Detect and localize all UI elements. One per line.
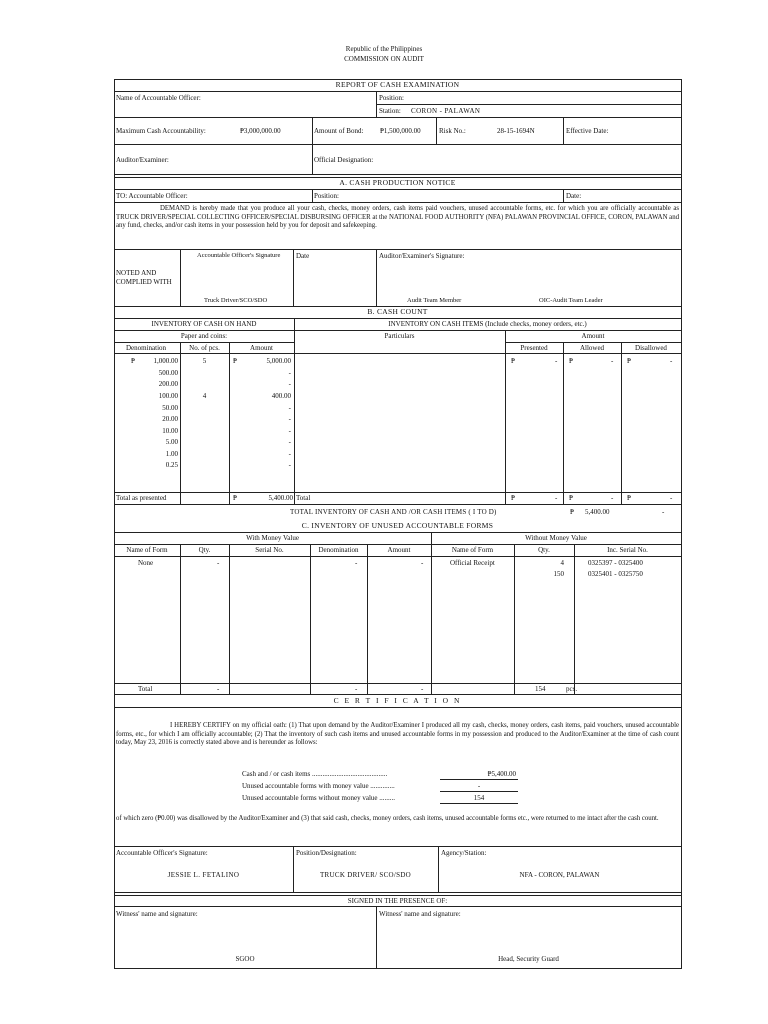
forms-with-value-label: Unused accountable forms with money value .............. [242,782,395,790]
total-inventory-label: TOTAL INVENTORY OF CASH AND /OR CASH ITEMS ( I TO D) [290,508,497,516]
denomination-cell: 10.00 [162,427,178,435]
peso-sign: ₱ [570,508,574,516]
amount-cell: - [288,450,291,458]
forms-total-qty: - [217,685,220,693]
paper-coins-label: Paper and coins: [180,332,228,340]
auditor-signature-label: Auditor/Examiner's Signature: [379,252,465,260]
forms-without-value-label: Unused accountable forms without money value ......... [242,794,395,802]
amount-header-c: Amount [387,546,411,554]
signed-presence-label: SIGNED IN THE PRESENCE OF: [347,897,448,905]
amount-cell: - [288,369,291,377]
bond-label: Amount of Bond: [314,127,364,135]
cash-on-hand-title: INVENTORY OF CASH ON HAND [151,320,257,328]
peso-sign: ₱ [627,357,631,365]
amount-cell: 400.00 [271,392,291,400]
denomination-cell: 500.00 [158,369,178,377]
amount-cell: - [288,415,291,423]
denomination-cell: 1,000.00 [153,357,178,365]
with-money-value-header: With Money Value [246,534,299,542]
section-b-title: B. CASH COUNT [367,307,428,316]
bond-value: ₱1,500,000.00 [380,127,421,135]
amount-cell: - [288,404,291,412]
denomination-cell: 1.00 [165,450,178,458]
a-date-label: Date: [566,192,582,200]
amount-cell: - [288,438,291,446]
form-qty-header-2: Qty. [538,546,550,554]
section-c-title: C. INVENTORY OF UNUSED ACCOUNTABLE FORMS [301,521,494,530]
ao-name: JESSIE L. FETALINO [167,871,240,879]
form-right-border [681,79,682,969]
without-money-value-header: Without Money Value [525,534,587,542]
presented-value: - [555,357,558,365]
amount-cell: - [288,380,291,388]
witness-1-label: Witness' name and signature: [116,910,198,918]
risk-label: Risk No.: [439,127,466,135]
amount-header-items: Amount [581,332,605,340]
amount-cell: 5,000.00 [266,357,291,365]
forms-with-value-value: - [477,782,481,790]
disallowance-paragraph: of which zero (₱0.00) was disallowed by the Auditor/Examiner and (3) that said cash, checks, money orders, cash items, unused accountable forms etc., were returned to me intact after the cash count. [116,815,659,822]
pcs-label: pcs. [566,685,578,693]
denomination-cell: 50.00 [162,404,178,412]
forms-total-qty-2: 154 [535,685,546,693]
denomination-cell: 5.00 [165,438,178,446]
total-disallowed-items: - [670,494,673,502]
witness-2-name: Head, Security Guard [498,955,559,963]
witness-1-name: SGOO [235,955,255,963]
auditor-label: Auditor/Examiner: [116,156,169,164]
report-title: REPORT OF CASH EXAMINATION [335,80,460,89]
ao-signature-block-label: Accountable Officer's Signature: [116,849,208,857]
total-inventory-disallowed: - [662,508,665,516]
presented-header: Presented [520,344,548,352]
denomination-cell: 200.00 [158,380,178,388]
position-label: Position: [379,94,404,102]
forms-total-amount: - [421,685,424,693]
a-position-label: Position: [314,192,339,200]
peso-sign: ₱ [511,494,515,502]
audit-team-member: Audit Team Member [407,297,462,304]
station-label: Station: [379,107,401,115]
form-qty-cell: 150 [553,570,564,578]
forms-without-value-value: 154 [473,794,485,802]
peso-sign: ₱ [627,494,631,502]
total-inventory-value: 5,400.00 [585,508,610,516]
peso-sign: ₱ [233,357,237,365]
agency-heading: COMMISSION ON AUDIT [344,55,424,63]
pcs-cell: 4 [202,392,207,400]
certification-paragraph: I HEREBY CERTIFY on my official oath: (1) That upon demand by the Auditor/Examiner I produced all my cash, checks, money orders, cash items, paid vouchers, unused accountable forms, etc., for which I am officially accountable; (2) That the inventory of such cash items and unused accountable forms in my possession and produced to the Auditor/Examiner at the time of cash count today, May 23, 2016 is correctly stated above and is hereunder as follows: [116,722,679,747]
position-designation-label: Position/Designation: [296,849,357,857]
cash-items-title: INVENTORY ON CASH ITEMS (Include checks, money orders, etc.) [388,320,587,328]
forms-total-label: Total [138,685,153,693]
total-presented-label: Total as presented [116,494,167,502]
form-amount-cell: - [421,559,424,567]
form-qty-header: Qty. [198,546,211,554]
pcs-cell: 5 [202,357,207,365]
total-presented-value: 5,400.00 [268,494,293,502]
serial-range-cell: 0325397 - 0325400 [588,559,643,567]
oic-team-leader: OIC-Audit Team Leader [539,297,603,304]
accountable-officer-label: Name of Accountable Officer: [116,94,201,102]
certification-title: C E R T I F I C A T I O N [333,696,462,705]
serial-range-cell: 0325401 - 0325750 [588,570,643,578]
total-items-label: Total [296,494,311,502]
forms-total-denom: - [355,685,358,693]
agency-value: NFA - CORON, PALAWAN [519,871,600,879]
official-designation-label: Official Designation: [314,156,374,164]
allowed-value: - [611,357,614,365]
denomination-cell: 0.25 [165,461,178,469]
demand-paragraph: DEMAND is hereby made that you produce all your cash, checks, money orders, cash items paid vouchers, unused accountable forms, etc. for which you are officially accountable as TRUCK DRIVER/SPECIAL COLLECTING OFFICER/SPECIAL DISBURSING OFFICER at the NATIONAL FOOD AUTHORITY (NFA) PALAWAN PROVINCIAL OFFICE, CORON, PALAWAN and any fund, checks, and/or cash items in your possession held by you for deposit and safekeeping. [116,205,679,230]
position-value: TRUCK DRIVER/ SCO/SDO [319,871,412,879]
pcs-header: No. of pcs. [189,344,220,352]
to-officer-label: TO: Accountable Officer: [116,192,188,200]
republic-heading: Republic of the Philippines [345,45,423,53]
inc-serial-header: Inc. Serial No. [607,546,648,554]
total-allowed-items: - [611,494,614,502]
witness-2-label: Witness' name and signature: [379,910,461,918]
station-value: CORON - PALAWAN [411,107,481,115]
form-name-header-2: Name of Form [451,546,494,554]
noted-complied-label: NOTED AND COMPLIED WITH [116,269,172,286]
disallowed-value: - [670,357,673,365]
amount-header: Amount [250,344,273,352]
effective-date-label: Effective Date: [566,127,609,135]
section-a-title: A. CASH PRODUCTION NOTICE [339,178,456,187]
denomination-header: Denomination [125,344,167,352]
denomination-cell: 100.00 [158,392,178,400]
cash-items-line-label: Cash and / or cash items ........................................... [242,770,388,778]
serial-header: Serial No. [255,546,284,554]
ao-title: Truck Driver/SCO/SDO [204,297,268,304]
peso-sign: ₱ [511,357,515,365]
form-qty-cell: 4 [560,559,564,567]
max-accountability-value: ₱3,000,000.00 [240,127,281,135]
peso-sign: ₱ [233,494,237,502]
amount-cell: - [288,427,291,435]
peso-sign: ₱ [569,494,573,502]
agency-station-label: Agency/Station: [441,849,487,857]
disallowed-header: Disallowed [635,344,667,352]
form-denom-cell: - [355,559,358,567]
form-name-cell: Official Receipt [450,559,495,567]
form-name-cell: None [138,559,154,567]
allowed-header: Allowed [579,344,605,352]
peso-sign: ₱ [569,357,573,365]
amount-cell: - [288,461,291,469]
peso-sign: ₱ [131,357,135,365]
cash-items-line-value: ₱5,400.00 [487,770,516,778]
ao-signature-label: Accountable Officer's Signature [197,252,281,259]
form-name-header: Name of Form [126,546,168,554]
max-accountability-label: Maximum Cash Accountability: [116,127,206,135]
date-col-label: Date [296,252,310,260]
total-presented-items: - [555,494,558,502]
particulars-header: Particulars [384,332,415,340]
denomination-cell: 20.00 [162,415,178,423]
denomination-header-c: Denomination [318,546,359,554]
risk-value: 28-15-1694N [497,127,535,135]
form-qty-cell: - [217,559,220,567]
